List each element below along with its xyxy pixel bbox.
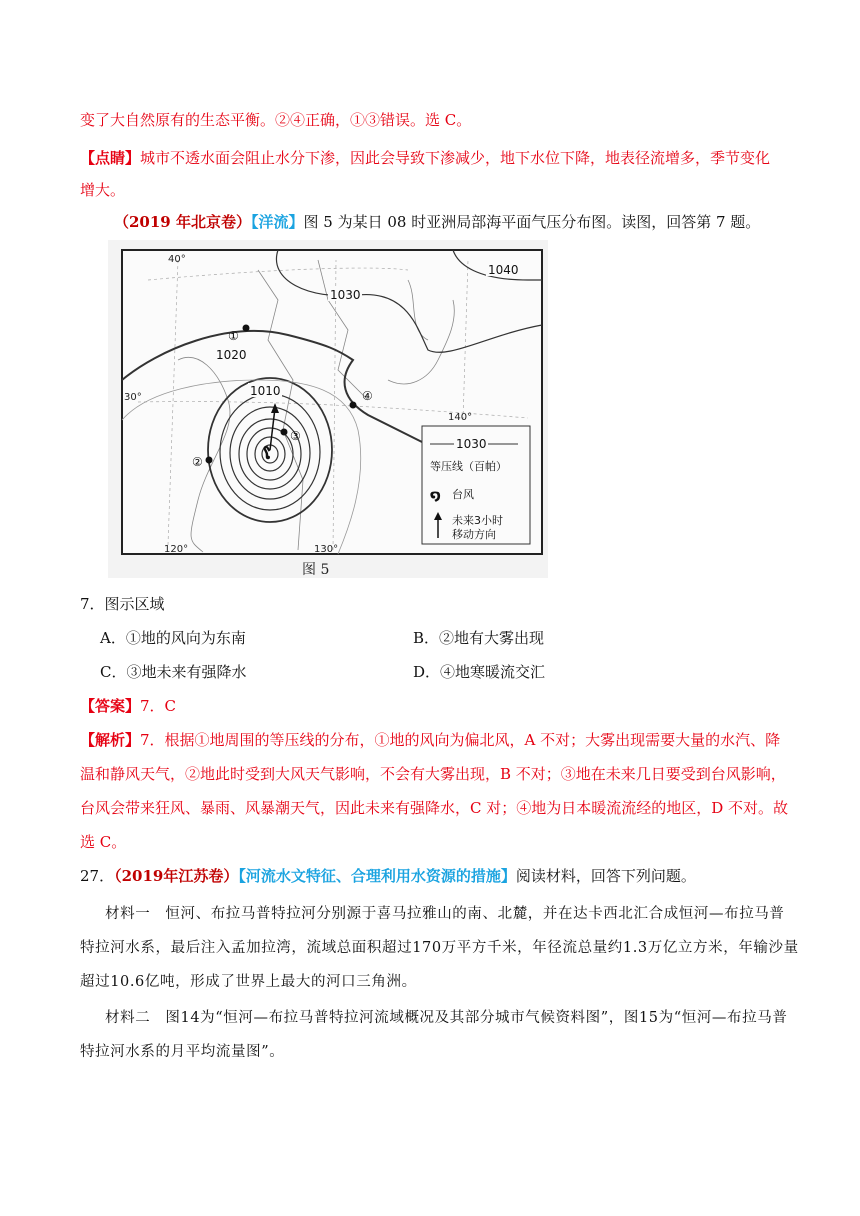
analysis-tag: 【解析】 xyxy=(80,731,141,749)
legend-typhoon-label: 台风 xyxy=(452,488,474,501)
q27-source: （2019年江苏卷） xyxy=(114,867,239,885)
isobar-label-1020: 1020 xyxy=(216,348,247,362)
material1-line-2: 特拉河水系，最后注入孟加拉湾，流域总面积超过170万平方千米，年径流总量约1.3万亿立方米，年输沙量 xyxy=(80,940,799,956)
q7-stem: 7．图示区域 xyxy=(80,595,165,613)
point-4-label: ④ xyxy=(362,389,373,403)
q7-option-d: D．④地寒暖流交汇 xyxy=(413,663,546,681)
isobar-label-1030: 1030 xyxy=(330,288,361,302)
lon-label-120: 120° xyxy=(164,544,189,555)
isobar-label-1010: 1010 xyxy=(250,384,281,398)
material2-line-2: 特拉河水系的月平均流量图”。 xyxy=(80,1044,285,1060)
analysis-line-4: 选 C。 xyxy=(80,833,127,851)
pressure-map-figure xyxy=(108,240,548,578)
material2-line-1: 材料二 图14为“恒河—布拉马普特拉河流域概况及其部分城市气候资料图”，图15为“恒河—布拉马普 xyxy=(105,1010,788,1026)
q7-option-a: A．①地的风向为东南 xyxy=(100,629,246,647)
point-2-dot xyxy=(206,457,213,464)
point-1-label: ① xyxy=(228,329,239,343)
legend-move-label-1: 未来3小时 xyxy=(452,514,503,527)
map-legend xyxy=(422,426,530,544)
analysis-line-2: 温和静风天气，②地此时受到大风天气影响，不会有大雾出现，B 不对；③地在未来几日要受到台风影响， xyxy=(80,765,786,783)
lon-label-130: 130° xyxy=(314,544,339,555)
legend-move-label-2: 移动方向 xyxy=(452,528,496,541)
legend-isobar-label: 等压线（百帕） xyxy=(430,460,507,473)
q27-topic: 【河流水文特征、合理利用水资源的措施】 xyxy=(238,867,516,885)
point-3-dot xyxy=(281,429,288,436)
q7-option-c: C．③地未来有强降水 xyxy=(100,663,247,681)
lat-label-40: 40° xyxy=(168,254,186,265)
legend-typhoon-icon: ໑ xyxy=(430,488,441,504)
dianjing-line-1 xyxy=(80,148,770,168)
lat-label-30: 30° xyxy=(124,392,142,403)
dianjing-tag: 【点睛】 xyxy=(80,149,141,167)
point-3-label: ③ xyxy=(290,429,301,443)
dianjing-line-2: 增大。 xyxy=(80,181,126,199)
answer-continuation: 变了大自然原有的生态平衡。②④正确，①③错误。选 C。 xyxy=(80,111,472,129)
point-2-label: ② xyxy=(192,455,203,469)
lon-label-140: 140° xyxy=(448,412,473,423)
q7-header xyxy=(114,212,760,232)
analysis-line-3: 台风会带来狂风、暴雨、风暴潮天气，因此未来有强降水，C 对；④地为日本暖流流经的地区，D 不对。故 xyxy=(80,799,789,817)
q27-header xyxy=(80,866,696,886)
typhoon-icon: ໂ xyxy=(264,447,272,463)
answer-line xyxy=(80,696,176,716)
answer-tag: 【答案】 xyxy=(80,697,141,715)
q7-source: （2019 年北京卷） xyxy=(114,213,251,231)
q7-topic: 【洋流】 xyxy=(250,213,304,231)
analysis-line-1 xyxy=(80,730,780,750)
answer-text: 7．C xyxy=(140,697,177,715)
q7-option-b: B．②地有大雾出现 xyxy=(413,629,545,647)
figure-caption: 图 5 xyxy=(302,562,330,578)
point-1-dot xyxy=(243,325,250,332)
q27-number: 27． xyxy=(80,867,115,885)
q7-intro: 图 5 为某日 08 时亚洲局部海平面气压分布图。读图，回答第 7 题。 xyxy=(303,213,761,231)
dianjing-text: 城市不透水面会阻止水分下渗，因此会导致下渗减少，地下水位下降，地表径流增多，季节变化 xyxy=(140,149,771,167)
material1-line-1: 材料一 恒河、布拉马普特拉河分别源于喜马拉雅山的南、北麓，并在达卡西北汇合成恒河—布拉马普 xyxy=(105,906,785,922)
material1-line-3: 超过10.6亿吨，形成了世界上最大的河口三角洲。 xyxy=(80,974,417,990)
isobar-label-1040: 1040 xyxy=(488,263,519,277)
legend-isobar-value: 1030 xyxy=(456,437,487,451)
point-4-dot xyxy=(350,402,357,409)
q27-intro: 阅读材料，回答下列问题。 xyxy=(515,867,696,885)
analysis-text-1: 7．根据①地周围的等压线的分布，①地的风向为偏北风，A 不对；大雾出现需要大量的水汽、降 xyxy=(140,731,781,749)
